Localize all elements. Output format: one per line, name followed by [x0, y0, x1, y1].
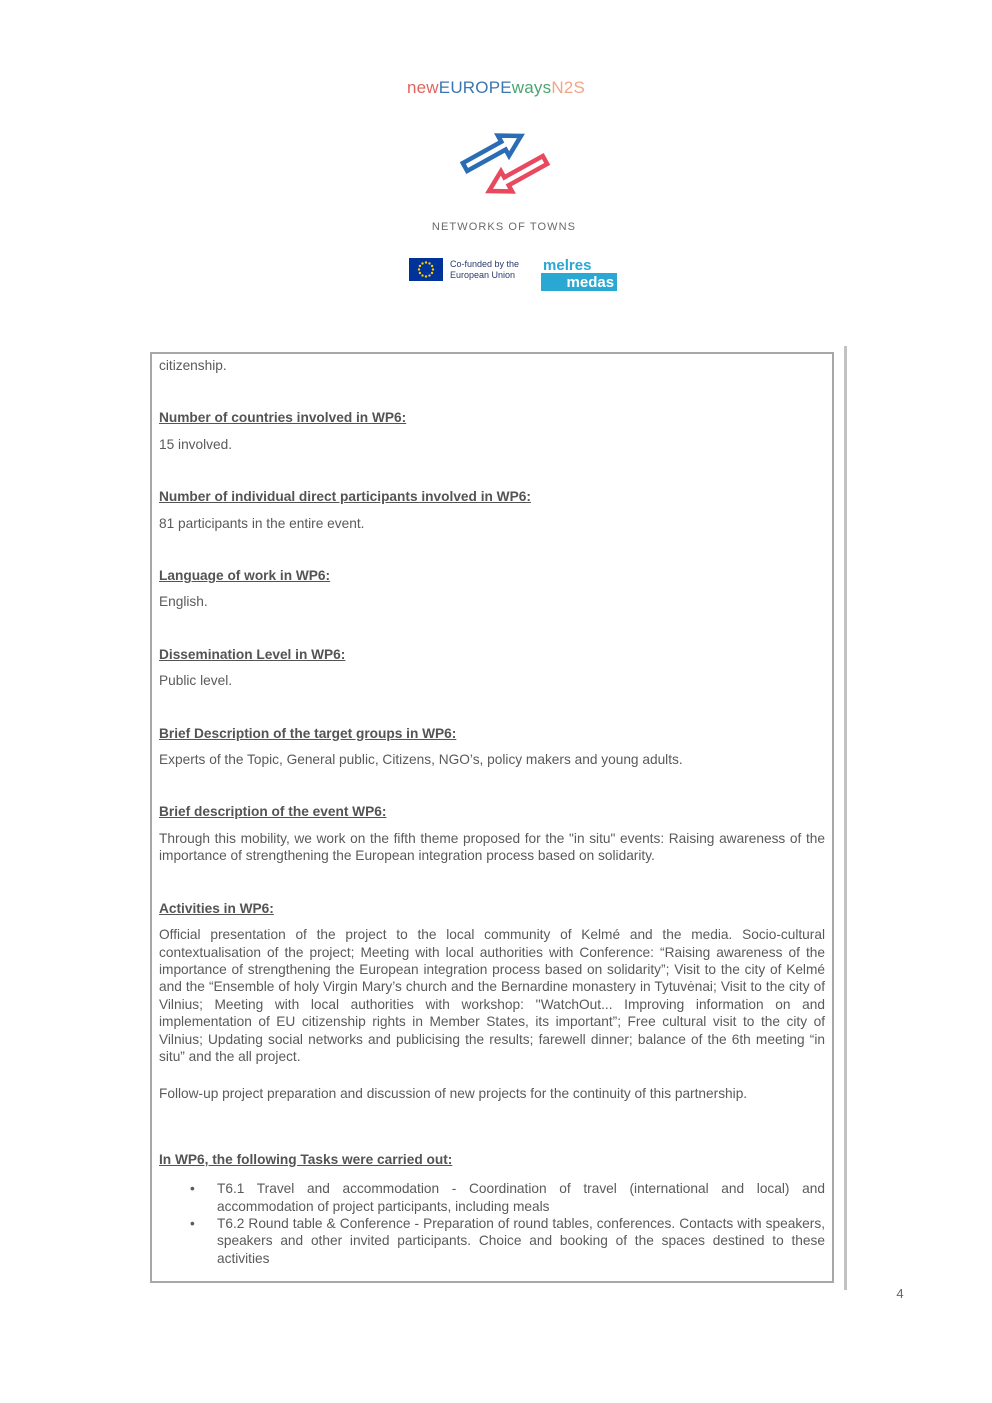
bullet-icon: • — [190, 1215, 195, 1231]
section-body: 81 participants in the entire event. — [159, 515, 365, 531]
section-heading: Language of work in WP6: — [159, 568, 331, 584]
page-number: 4 — [896, 1286, 904, 1301]
section-target-groups — [159, 725, 825, 769]
section-heading: Brief description of the event WP6: — [159, 804, 387, 820]
eu-badge-line1: Co-funded by the — [450, 258, 520, 269]
eu-badge-text — [450, 259, 519, 281]
logo-caption: NETWORKS OF TOWNS — [431, 221, 577, 233]
brand-part-n2s: N2S — [551, 78, 585, 97]
task-text: T6.1 Travel and accommodation - Coordination of travel (international and local) and accommodation of project participants, including meals — [217, 1181, 825, 1214]
report-content-box — [150, 352, 834, 1283]
section-event-description — [159, 803, 825, 864]
section-body-followup: Follow-up project preparation and discussion of new projects for the continuity of this partnership. — [159, 1086, 748, 1102]
section-body: 15 involved. — [159, 436, 233, 452]
task-list-item — [159, 1180, 825, 1215]
section-heading: Dissemination Level in WP6: — [159, 646, 346, 662]
content-box-shadow-rule — [844, 346, 847, 1290]
bullet-icon: • — [190, 1181, 195, 1197]
section-language — [159, 567, 825, 611]
section-body: English. — [159, 594, 208, 610]
task-list-item — [159, 1215, 825, 1267]
section-heading: Brief Description of the target groups in WP6: — [159, 725, 457, 741]
task-list — [159, 1180, 825, 1267]
eu-cofunded-badge — [409, 258, 519, 281]
section-heading: Number of individual direct participants involved in WP6: — [159, 489, 531, 505]
melres-medas-logo — [541, 258, 617, 291]
task-text: T6.2 Round table & Conference - Preparation of round tables, conferences. Contacts with speakers, speakers and other invited participants. Choice and booking of the spaces destined to these activities — [217, 1215, 825, 1266]
brand-part-europe: EUROPE — [438, 78, 512, 97]
section-countries — [159, 409, 825, 453]
badges-row — [409, 258, 617, 291]
section-tasks — [159, 1151, 825, 1267]
melres-logo-text: melres — [541, 258, 617, 275]
section-body: Experts of the Topic, General public, Citizens, NGO’s, policy makers and young adults. — [159, 752, 683, 768]
carryover-text: citizenship. — [159, 358, 227, 373]
section-heading: Number of countries involved in WP6: — [159, 410, 407, 426]
section-body: Through this mobility, we work on the fifth theme proposed for the "in situ" events: Raising awareness of the importance of strengthening the European integration process based on solidarity. — [159, 830, 825, 864]
brand-part-ways: ways — [511, 78, 552, 97]
section-participants — [159, 488, 825, 532]
section-dissemination — [159, 646, 825, 690]
section-heading: Activities in WP6: — [159, 900, 274, 916]
section-body: Public level. — [159, 673, 233, 689]
medas-logo-text: medas — [541, 275, 617, 291]
section-activities — [159, 900, 825, 1103]
brand-part-new: new — [406, 78, 439, 97]
brand-wordmark — [0, 78, 992, 98]
crossed-arrows-logo-icon — [455, 121, 555, 217]
eu-badge-line2: European Union — [450, 269, 516, 280]
section-body: Official presentation of the project to the local community of Kelmé and the media. Socio-cultural contextualisation of the project; Meeting with local authorities with Conference: “Raising awareness of the importance of strengthening the European integration process based on solidarity”; Visit to the city of Kelmé and the “Ensemble of holy Virgin Mary’s church and the Bernardine monastery in Tytuvėnai; Visit to the city of Vilnius; Meeting with local authorities with workshop: ''WatchOut... Improving information on and implementation of EU citizenship rights in Member States, its important”; Free cultural visit to the city of Vilnius; Updating social networks and publicising the results; farewell dinner; balance of the 6th meeting “in situ” and the all project. — [159, 927, 825, 1064]
eu-flag-icon — [409, 258, 443, 281]
section-heading: In WP6, the following Tasks were carried out: — [159, 1151, 453, 1167]
